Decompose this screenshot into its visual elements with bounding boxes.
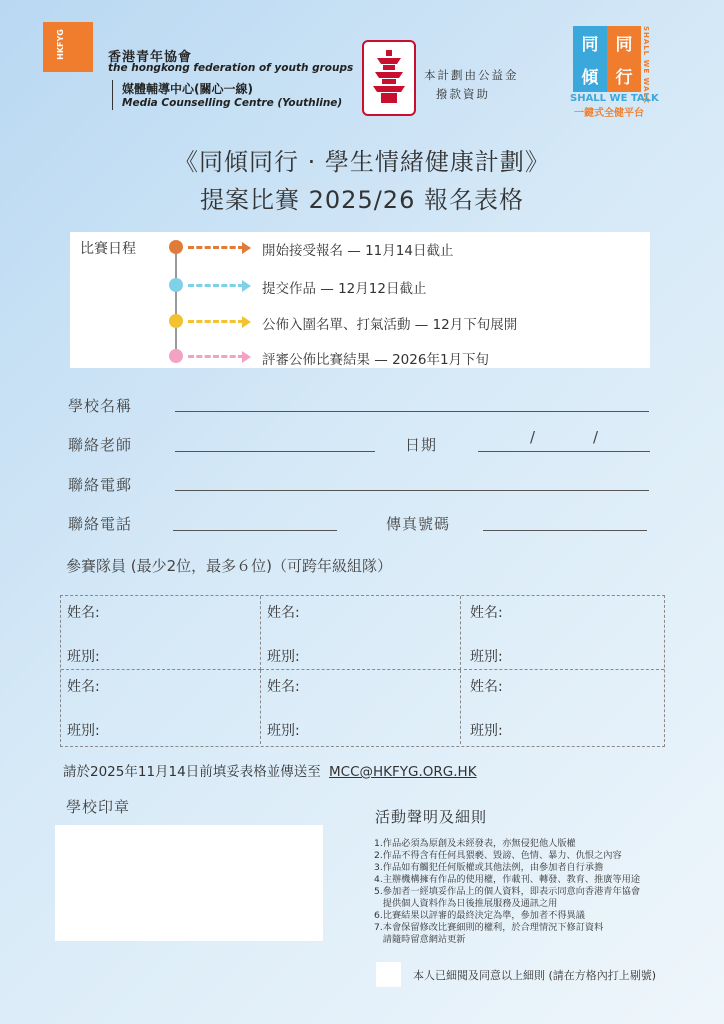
arrow-icon [242,351,251,363]
date-field[interactable] [478,451,650,452]
timeline-line [175,246,177,354]
community-chest-logo [362,40,416,116]
schedule-panel [70,232,650,368]
member-class-label: 班別: [67,649,100,665]
swt-logo-char: 行 [607,64,641,92]
agree-checkbox[interactable] [376,962,401,987]
member-name-label: 姓名: [67,679,100,695]
agree-text: 本人已細閱及同意以上細則 (請在方格內打上剔號) [413,969,657,982]
mcc-name-cn: 媒體輔導中心(關心一線) [122,82,253,96]
mcc-name-en: Media Counselling Centre (Youthline) [122,97,343,109]
divider [112,80,113,110]
member-class-label: 班別: [470,649,503,665]
contact-phone-field[interactable] [173,530,337,531]
schedule-item: 開始接受報名 — 11月14日截止 [262,243,454,259]
dash-arrow [188,320,244,323]
rule-item: 1.作品必須為原創及未經發表，亦無侵犯他人版權 [374,838,576,849]
submit-note: 請於2025年11月14日前填妥表格並傳送至 MCC@HKFYG.ORG.HK [63,764,477,780]
schedule-label: 比賽日程 [80,241,136,257]
school-name-field[interactable] [175,411,649,412]
timeline-dot [169,278,183,292]
member-cell[interactable] [464,596,664,670]
rule-item: 4.主辦機構擁有作品的使用權，作載刊、轉發、教育、推廣等用途 [374,874,641,885]
member-cell[interactable] [261,670,461,744]
date-separator: / [593,428,599,446]
dash-arrow [188,355,244,358]
member-cell[interactable] [61,596,261,670]
member-cell[interactable] [61,670,261,744]
school-name-label: 學校名稱 [68,397,133,415]
member-cell[interactable] [464,670,664,744]
schedule-item: 公佈入圍名單、打氣活動 — 12月下旬展開 [262,317,518,333]
dash-arrow [188,284,244,287]
contact-teacher-field[interactable] [175,451,375,452]
swt-name-en: SHALL WE TALK [570,93,659,104]
swt-logo-char: 傾 [573,64,607,92]
member-cell[interactable] [261,596,461,670]
member-class-label: 班別: [470,723,503,739]
member-name-label: 姓名: [470,679,503,695]
page-title: 《同傾同行 · 學生情緒健康計劃》 [174,148,550,176]
arrow-icon [242,280,251,292]
rules-heading: 活動聲明及細則 [375,808,488,826]
members-heading: 參賽隊員 (最少2位，最多６位)（可跨年級組隊） [66,557,393,575]
submit-email-link[interactable]: MCC@HKFYG.ORG.HK [329,764,477,780]
hkfyg-logo: HKFYG [43,22,93,72]
contact-teacher-label: 聯絡老師 [68,436,133,454]
rule-item: 5.參加者一經填妥作品上的個人資料，即表示同意向香港青年協會 [374,886,641,897]
rule-item: 2.作品不得含有任何具猥褻、毀謗、色情、暴力、仇恨之內容 [374,850,622,861]
fax-field[interactable] [483,530,647,531]
member-name-label: 姓名: [470,605,503,621]
contact-email-label: 聯絡電郵 [68,476,133,494]
rule-item: 6.比賽結果以評審的最終決定為準，參加者不得異議 [374,910,585,921]
rule-item: 請隨時留意網站更新 [374,934,466,945]
member-class-label: 班別: [267,723,300,739]
member-name-label: 姓名: [67,605,100,621]
rules-list [374,838,704,946]
stamp-label: 學校印章 [66,798,131,816]
members-table [60,595,665,747]
timeline-dot [169,349,183,363]
rule-item: 7.本會保留修改比賽細則的權利，於合理情況下修訂資料 [374,922,604,933]
member-class-label: 班別: [267,649,300,665]
swt-name-cn: 一鍵式全健平台 [574,108,644,119]
arrow-icon [242,316,251,328]
member-name-label: 姓名: [267,679,300,695]
funding-note: 本計劃由公益金 撥款資助 [424,68,519,101]
date-label: 日期 [405,436,438,454]
rule-item: 3.作品如有觸犯任何版權或其他法例，由參加者自行承擔 [374,862,604,873]
fax-label: 傳真號碼 [386,515,451,533]
date-separator: / [530,428,536,446]
contact-email-field[interactable] [175,490,649,491]
timeline-dot [169,314,183,328]
rule-item: 提供個人資料作為日後推展服務及通訊之用 [374,898,558,909]
swt-logo-char: 同 [573,26,607,64]
swt-side-text: SHALL WE WALK [642,26,650,105]
member-class-label: 班別: [67,723,100,739]
fyg-name-cn: 香港青年協會 [108,50,193,65]
swt-logo-char: 同 [607,26,641,64]
dash-arrow [188,246,244,249]
schedule-item: 提交作品 — 12月12日截止 [262,281,427,297]
arrow-icon [242,242,251,254]
fyg-name-en: the hongkong federation of youth groups [108,62,354,74]
schedule-item: 評審公佈比賽結果 — 2026年1月下旬 [262,352,490,368]
page-subtitle: 提案比賽 2025/26 報名表格 [200,186,524,214]
member-name-label: 姓名: [267,605,300,621]
contact-phone-label: 聯絡電話 [68,515,133,533]
stamp-box[interactable] [55,825,323,941]
timeline-dot [169,240,183,254]
